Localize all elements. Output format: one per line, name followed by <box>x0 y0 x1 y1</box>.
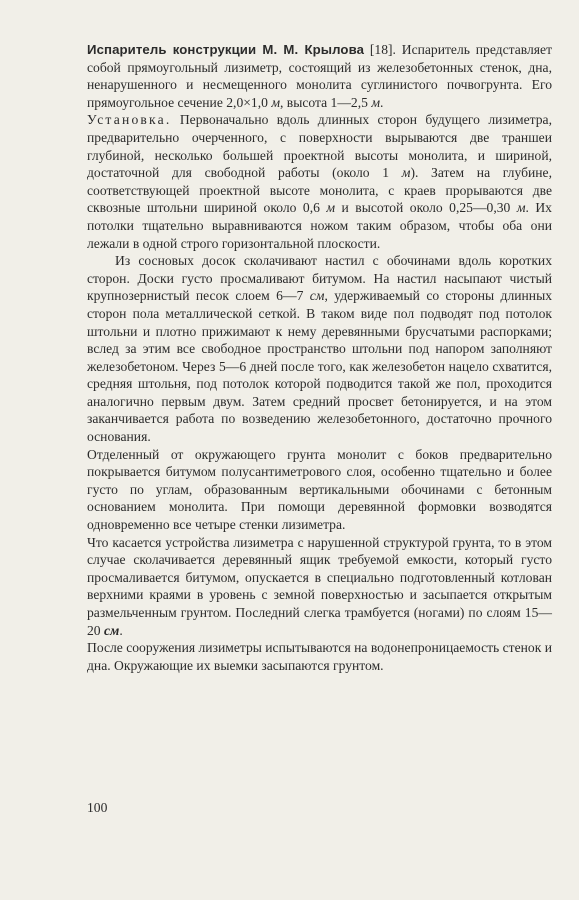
paragraph-intro <box>87 41 552 111</box>
paragraph-disturbed-soil <box>87 534 552 640</box>
paragraph-testing <box>87 639 552 674</box>
section-reference: [18]. <box>369 42 396 57</box>
text-run: . <box>119 622 123 638</box>
text-run: . Их потолки тщательно выравниваются ножом таким образом, чтобы оба они лежали в одной строго горизонтальной плоскости. <box>87 200 552 251</box>
paragraph-installation <box>87 111 552 252</box>
text-run: и высотой около 0,25—0,30 <box>335 200 517 216</box>
unit: см <box>104 622 120 638</box>
text-run: Отделенный от окружающего грунта монолит с боков предварительно покрывается битумом полусантиметрового слоя, особенно тщательно и более густо по углам, образованным вертикальными обочинами с бетонным основанием монолита. При помощи деревянной формовки возводятся одновременно все четыре стенки лизиметра. <box>87 446 552 533</box>
unit: м <box>271 94 280 110</box>
unit: м <box>326 200 336 216</box>
unit: м <box>371 94 381 110</box>
text-run: Что касается устройства лизиметра с нарушенной структурой грунта, то в этом случае сколачивается деревянный ящик требуемой емкости, который густо просмаливается битумом, опускается в специально подготовленный котлован верхними краями в уровень с земной поверхностью и засыпается открытым размельченным грунтом. Последний слегка трамбуется (ногами) по слоям 15—20 <box>87 534 552 638</box>
paragraph-walls <box>87 446 552 534</box>
text-run: Первоначально вдоль длинных сторон будущего лизиметра, предварительно очерченного, с поверхности вырываются две траншеи глубиной, несколько большей проектной высоты монолита, и шириной, достаточной для свободной работы (около 1 <box>87 112 552 181</box>
text-run: ). Затем на глубине, соответствующей проектной высоте монолита, с краев прорываются две сквозные штольни шириной около 0,6 <box>87 165 552 216</box>
section-title: Испаритель конструкции М. М. Крылова <box>87 42 365 57</box>
unit: см <box>309 288 325 304</box>
unit: м <box>401 165 411 181</box>
paragraph-base-construction <box>87 252 552 446</box>
page-number: 100 <box>87 800 108 815</box>
text-run: . <box>380 94 384 110</box>
text-run: Из сосновых досок сколачивают настил с обочинами вдоль коротких сторон. Доски густо просмаливают битумом. На настил насыпают чистый крупнозернистый песок слоем 6—7 <box>87 253 552 304</box>
text-run: , удерживаемый со стороны длинных сторон пола металлической сеткой. В таком виде пол подводят под потолок штольни и плотно прижимают к нему деревянными брусчатыми распорками; вслед за этим все свободное пространство штольни под напором заполняют железобетоном. Через 5—6 дней после того, как железобетон нацело схватится, средняя штольня, под потолок которой подводится такой же пол, проходится аналогично первым двум. Затем средний просвет бетонируется, и на этом заканчивается работа по возведению железобетонного, достаточно прочного основания. <box>87 288 553 445</box>
page-body <box>87 41 552 674</box>
text-run: , высота 1—2,5 <box>280 94 372 110</box>
subsection-label: Установка. <box>87 112 172 128</box>
text-run: Испаритель представляет собой прямоугольный лизиметр, состоящий из железобетонных стенок, дна, ненарушенного и несмещенного монолита суглинистого почвогрунта. Его прямоугольное сечение 2,0×1,0 <box>87 42 553 110</box>
unit: м <box>516 200 526 216</box>
text-run: После сооружения лизиметры испытываются на водонепроницаемость стенок и дна. Окружающие их выемки засыпаются грунтом. <box>87 640 553 673</box>
